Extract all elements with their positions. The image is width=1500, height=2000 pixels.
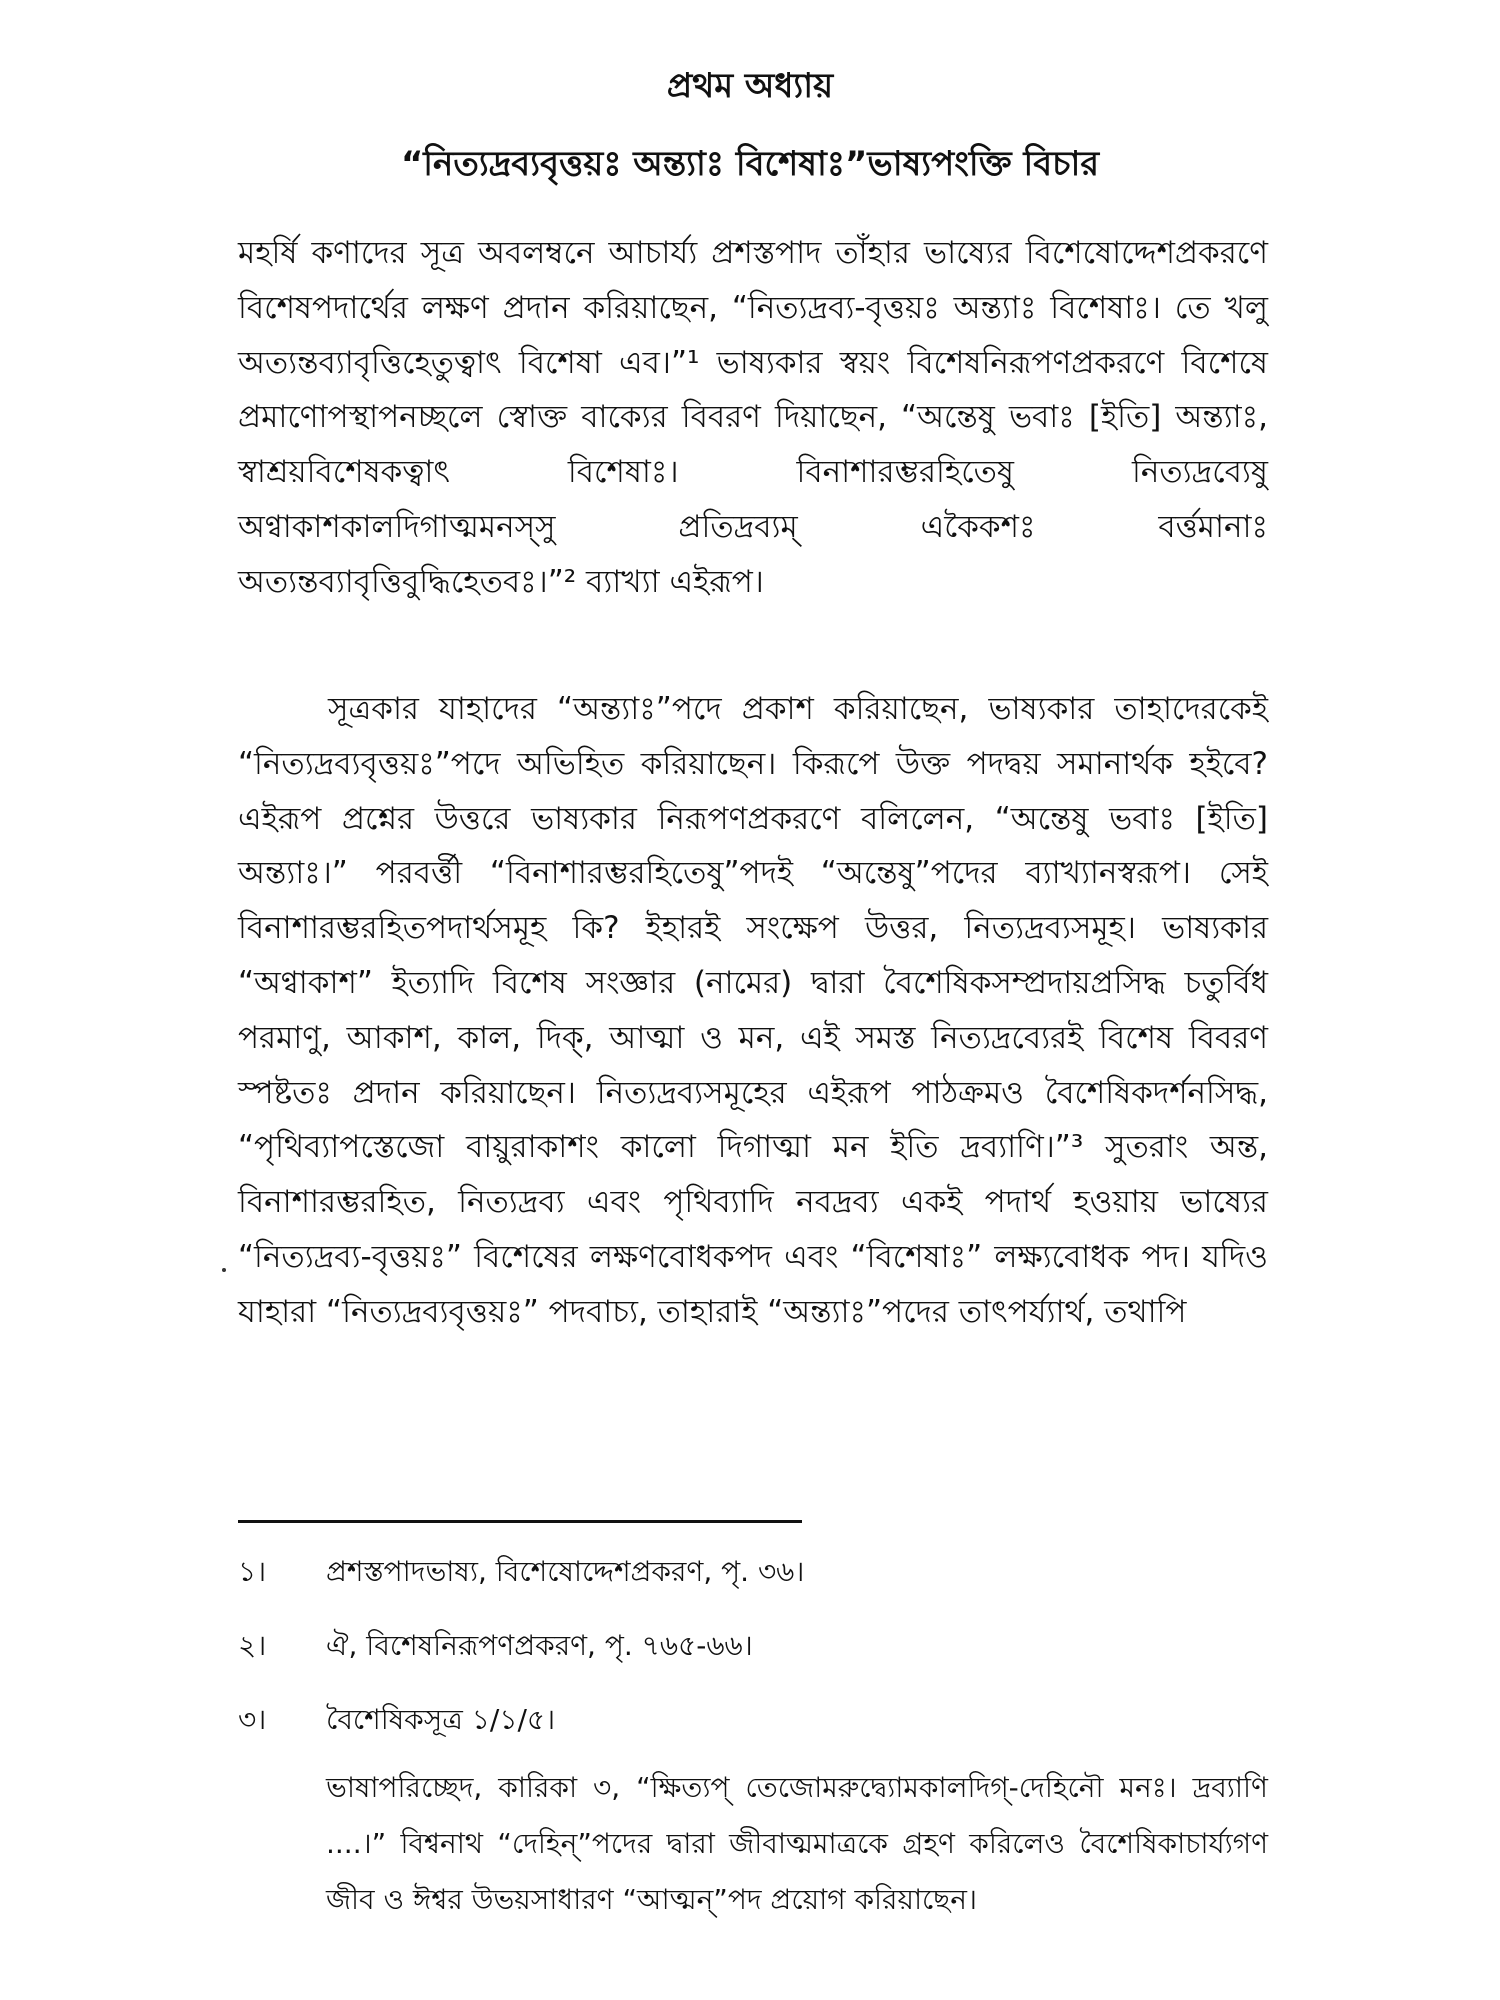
footnote-divider <box>238 1520 802 1523</box>
footnote-item <box>238 1626 1268 1666</box>
footnotes <box>238 1552 1268 1928</box>
footnote-text: প্রশস্তপাদভাষ্য, বিশেষোদ্দেশপ্রকরণ, পৃ. ৩৬। <box>326 1555 805 1588</box>
footnote-item <box>238 1700 1268 1740</box>
footnote-number: ২। <box>238 1629 267 1662</box>
section-title: “নিত্যদ্রব্যবৃত্তয়ঃ অন্ত্যাঃ বিশেষাঃ”ভাষ্যপংক্তি বিচার <box>400 144 1100 184</box>
footnote-text: ঐ, বিশেষনিরূপণপ্রকরণ, পৃ. ৭৬৫-৬৬। <box>326 1629 753 1662</box>
body-paragraph-2: সূত্রকার যাহাদের “অন্ত্যাঃ”পদে প্রকাশ করিয়াছেন, ভাষ্যকার তাহাদেরকেই “নিত্যদ্রব্যবৃত্তয়ঃ”পদে অভিহিত করিয়াছেন। কিরূপে উক্ত পদদ্বয় সমানার্থক হইবে? এইরূপ প্রশ্নের উত্তরে ভাষ্যকার নিরূপণপ্রকরণে বলিলেন, “অন্তেষু ভবাঃ [ইতি] অন্ত্যাঃ।” পরবর্ত্তী “বিনাশারম্ভরহিতেষু”পদই “অন্তেষু”পদের ব্যাখ্যানস্বরূপ। সেই বিনাশারম্ভরহিতপদার্থসমূহ কি? ইহারই সংক্ষেপ উত্তর, নিত্যদ্রব্যসমূহ। ভাষ্যকার “অণ্বাকাশ” ইত্যাদি বিশেষ সংজ্ঞার (নামের) দ্বারা বৈশেষিকসম্প্রদায়প্রসিদ্ধ চতুর্বিধ পরমাণু, আকাশ, কাল, দিক্, আত্মা ও মন, এই সমস্ত নিত্যদ্রব্যেরই বিশেষ বিবরণ স্পষ্টতঃ প্রদান করিয়াছেন। নিত্যদ্রব্যসমূহের এইরূপ পাঠক্রমও বৈশেষিকদর্শনসিদ্ধ, “পৃথিব্যাপস্তেজো বায়ুরাকাশং কালো দিগাত্মা মন ইতি দ্রব্যাণি।”³ সুতরাং অন্ত, বিনাশারম্ভরহিত, নিত্যদ্রব্য এবং পৃথিব্যাদি নবদ্রব্য একই পদার্থ হওয়ায় ভাষ্যের “নিত্যদ্রব্য-বৃত্তয়ঃ” বিশেষের লক্ষণবোধকপদ এবং “বিশেষাঃ” লক্ষ্যবোধক পদ। যদিও যাহারা “নিত্যদ্রব্যবৃত্তয়ঃ” পদবাচ্য, তাহারাই “অন্ত্যাঃ”পদের তাৎপর্য্যার্থ, তথাপি <box>238 691 1268 1330</box>
body-paragraph-1: মহর্ষি কণাদের সূত্র অবলম্বনে আচার্য্য প্রশস্তপাদ তাঁহার ভাষ্যের বিশেষোদ্দেশপ্রকরণে বিশেষপদার্থের লক্ষণ প্রদান করিয়াছেন, “নিত্যদ্রব্য-বৃত্তয়ঃ অন্ত্যাঃ বিশেষাঃ। তে খলু অত্যন্তব্যাবৃত্তিহেতুত্বাৎ বিশেষা এব।”¹ ভাষ্যকার স্বয়ং বিশেষনিরূপণপ্রকরণে বিশেষে প্রমাণোপস্থাপনচ্ছলে স্বোক্ত বাক্যের বিবরণ দিয়াছেন, “অন্তেষু ভবাঃ [ইতি] অন্ত্যাঃ, স্বাশ্রয়বিশেষকত্বাৎ বিশেষাঃ। বিনাশারম্ভরহিতেষু নিত্যদ্রব্যেষু অণ্বাকাশকালদিগাত্মমনস্সু প্রতিদ্রব্যম্ একৈকশঃ বর্ত্তমানাঃ অত্যন্তব্যাবৃত্তিবুদ্ধিহেতবঃ।”² ব্যাখ্যা এইরূপ। <box>238 235 1268 600</box>
scan-speck <box>222 1268 226 1272</box>
footnote-text: বৈশেষিকসূত্র ১/১/৫। <box>326 1703 556 1736</box>
footnote-continuation: ভাষাপরিচ্ছেদ, কারিকা ৩, “ক্ষিত্যপ্ তেজোমরুদ্ব্যোমকালদিগ্-দেহিনৌ মনঃ। দ্রব্যাণি ....।” বিশ্বনাথ “দেহিন্”পদের দ্বারা জীবাত্মমাত্রকে গ্রহণ করিলেও বৈশেষিকাচার্য্যগণ জীব ও ঈশ্বর উভয়সাধারণ “আত্মন্”পদ প্রয়োগ করিয়াছেন। <box>326 1771 1268 1916</box>
footnote-item <box>238 1552 1268 1592</box>
chapter-title: প্রথম অধ্যায় <box>666 66 834 106</box>
footnote-number: ৩। <box>238 1703 267 1736</box>
footnote-number: ১। <box>238 1555 267 1588</box>
